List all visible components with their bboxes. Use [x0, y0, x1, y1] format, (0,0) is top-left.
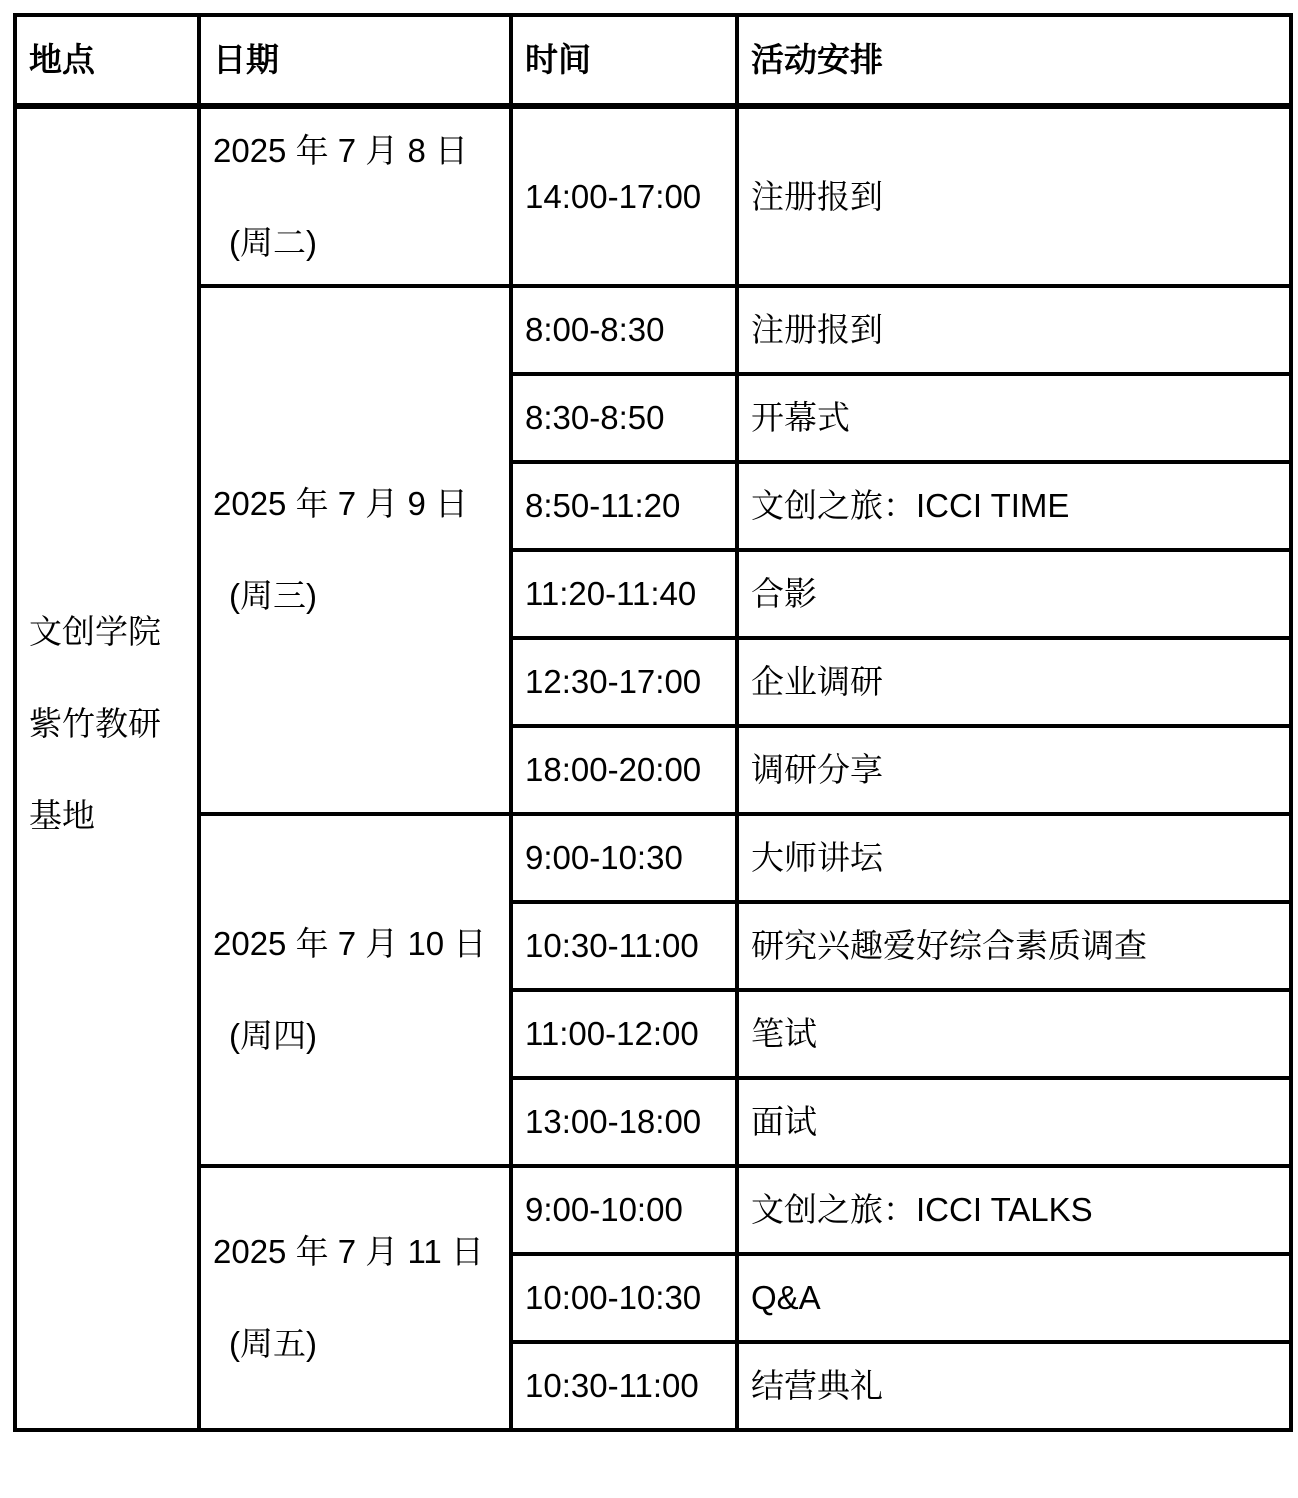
- time-cell: 10:30-11:00: [511, 902, 737, 990]
- activity-cell: Q&A: [737, 1254, 1291, 1342]
- date-cell-jul11: [199, 1166, 511, 1430]
- time-cell: 14:00-17:00: [511, 106, 737, 286]
- time-cell: 9:00-10:30: [511, 814, 737, 902]
- date-text: 2025 年 7 月 8 日: [213, 131, 468, 169]
- weekday-text: (周三): [229, 577, 317, 614]
- header-time: 时间: [511, 15, 737, 106]
- activity-cell: 企业调研: [737, 638, 1291, 726]
- time-cell: 11:00-12:00: [511, 990, 737, 1078]
- weekday-text: (周二): [229, 223, 317, 261]
- header-activity: 活动安排: [737, 15, 1291, 106]
- time-cell: 11:20-11:40: [511, 550, 737, 638]
- table-row: [15, 106, 1291, 286]
- date-text: 2025 年 7 月 11 日: [213, 1233, 484, 1270]
- time-cell: 10:30-11:00: [511, 1342, 737, 1430]
- activity-cell: 注册报到: [737, 286, 1291, 374]
- activity-cell: 注册报到: [737, 106, 1291, 286]
- activity-cell: 调研分享: [737, 726, 1291, 814]
- schedule-table: [13, 13, 1293, 1432]
- time-cell: 8:30-8:50: [511, 374, 737, 462]
- activity-cell: 研究兴趣爱好综合素质调查: [737, 902, 1291, 990]
- location-line-3: 基地: [29, 796, 95, 834]
- activity-cell: 面试: [737, 1078, 1291, 1166]
- date-cell-jul10: [199, 814, 511, 1166]
- table-row: [15, 1166, 1291, 1254]
- time-cell: 9:00-10:00: [511, 1166, 737, 1254]
- header-row: [15, 15, 1291, 106]
- date-text: 2025 年 7 月 9 日: [213, 485, 468, 522]
- header-location: 地点: [15, 15, 199, 106]
- date-cell-jul8: [199, 106, 511, 286]
- header-date: 日期: [199, 15, 511, 106]
- activity-cell: 大师讲坛: [737, 814, 1291, 902]
- activity-cell: 结营典礼: [737, 1342, 1291, 1430]
- activity-cell: 文创之旅：ICCI TIME: [737, 462, 1291, 550]
- location-cell: [15, 106, 199, 1430]
- weekday-text: (周五): [229, 1325, 317, 1362]
- activity-cell: 开幕式: [737, 374, 1291, 462]
- activity-cell: 合影: [737, 550, 1291, 638]
- time-cell: 18:00-20:00: [511, 726, 737, 814]
- location-line-2: 紫竹教研: [29, 704, 161, 742]
- time-cell: 13:00-18:00: [511, 1078, 737, 1166]
- time-cell: 10:00-10:30: [511, 1254, 737, 1342]
- weekday-text: (周四): [229, 1017, 317, 1054]
- time-cell: 8:00-8:30: [511, 286, 737, 374]
- time-cell: 12:30-17:00: [511, 638, 737, 726]
- activity-cell: 笔试: [737, 990, 1291, 1078]
- location-line-1: 文创学院: [29, 612, 161, 650]
- date-text: 2025 年 7 月 10 日: [213, 925, 487, 962]
- table-row: [15, 286, 1291, 374]
- time-cell: 8:50-11:20: [511, 462, 737, 550]
- date-cell-jul9: [199, 286, 511, 814]
- table-row: [15, 814, 1291, 902]
- activity-cell: 文创之旅：ICCI TALKS: [737, 1166, 1291, 1254]
